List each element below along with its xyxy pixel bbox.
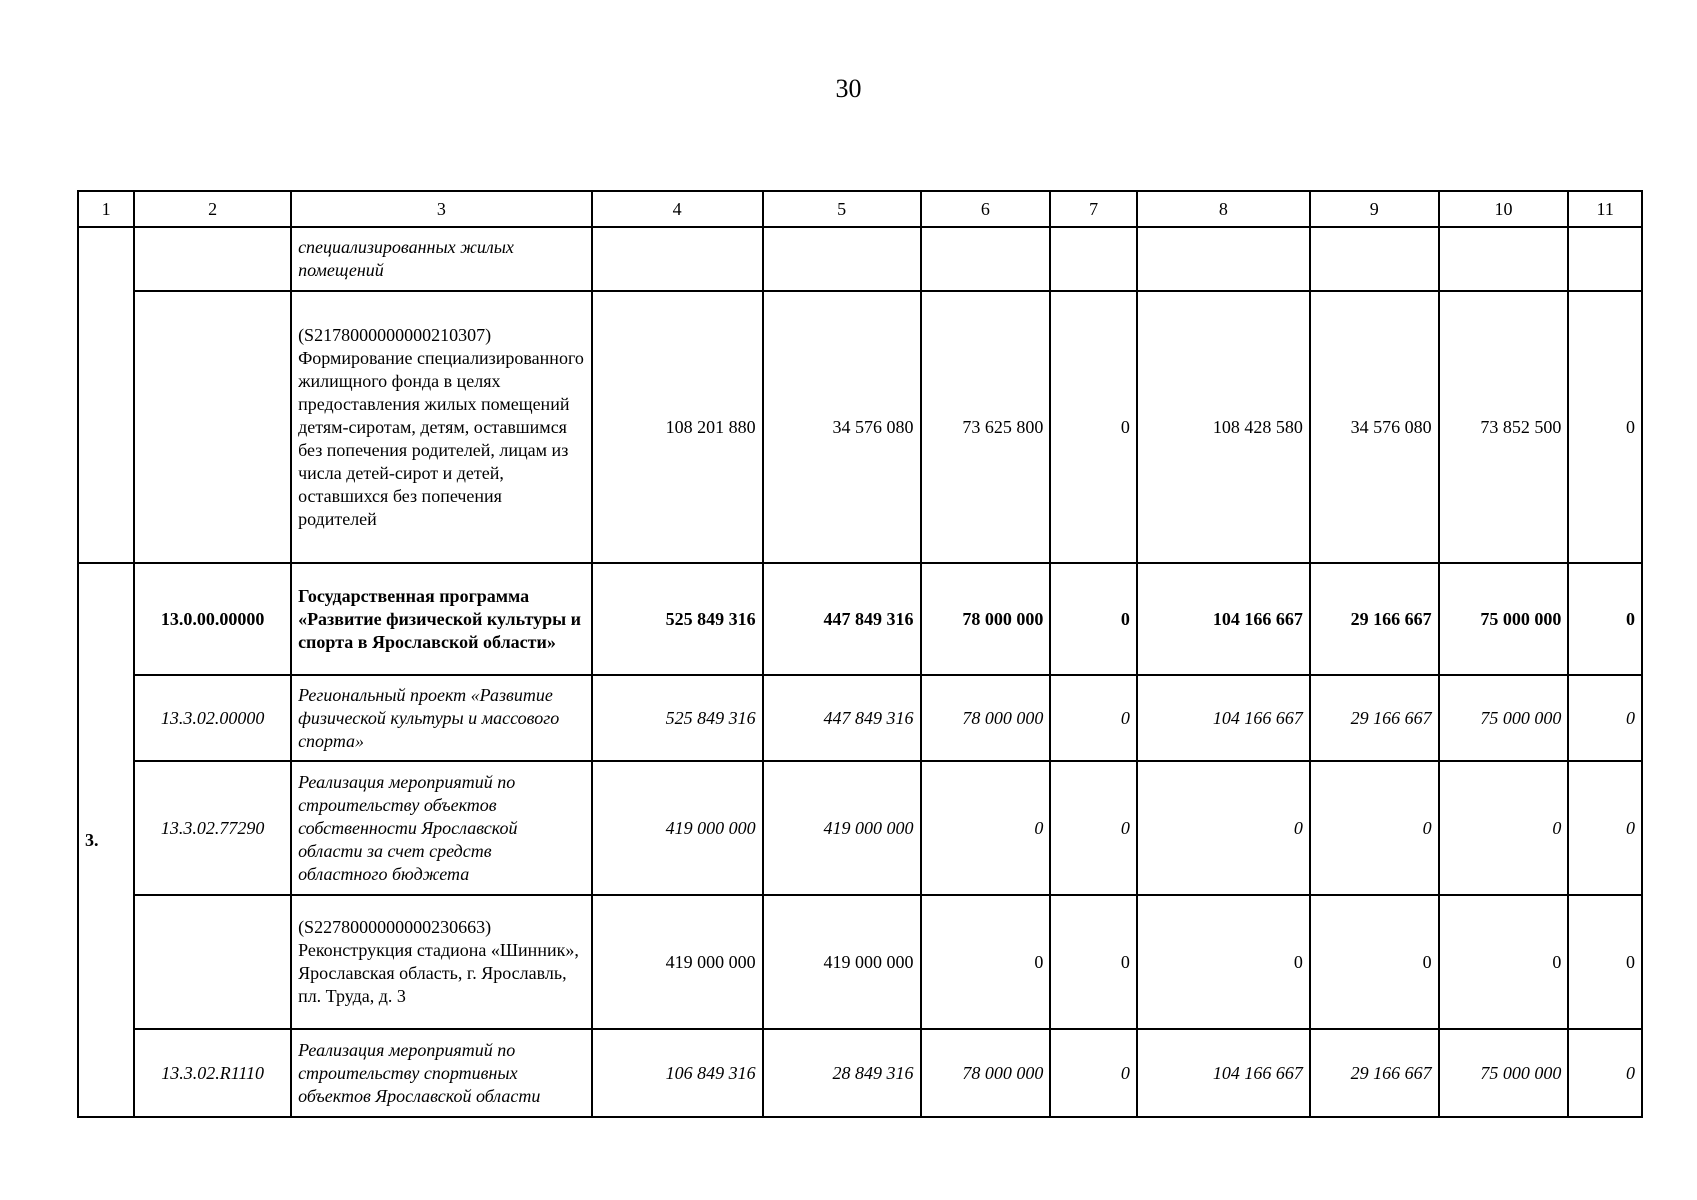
column-number-header: 3 <box>291 191 592 227</box>
value-cell: 0 <box>1137 761 1310 895</box>
code-cell: 13.3.02.77290 <box>134 761 291 895</box>
value-cell <box>592 227 763 291</box>
code-cell: 13.3.02.R1110 <box>134 1029 291 1117</box>
description-cell: (S2278000000000230663) Реконструкция стадиона «Шинник», Ярославская область, г. Ярославль, пл. Труда, д. 3 <box>291 895 592 1029</box>
value-cell: 106 849 316 <box>592 1029 763 1117</box>
value-cell: 0 <box>1310 761 1439 895</box>
value-cell: 0 <box>1568 761 1642 895</box>
budget-table <box>77 190 1643 1118</box>
value-cell <box>921 227 1051 291</box>
value-cell: 525 849 316 <box>592 563 763 675</box>
value-cell <box>1310 227 1439 291</box>
value-cell: 108 201 880 <box>592 291 763 563</box>
value-cell: 104 166 667 <box>1137 1029 1310 1117</box>
value-cell: 0 <box>1568 563 1642 675</box>
code-cell <box>134 227 291 291</box>
value-cell: 0 <box>1568 291 1642 563</box>
value-cell: 419 000 000 <box>763 761 921 895</box>
value-cell: 0 <box>1439 895 1569 1029</box>
value-cell: 0 <box>1050 563 1137 675</box>
table-row <box>78 1029 1642 1117</box>
row-index-cell: 3. <box>78 563 134 1117</box>
value-cell: 525 849 316 <box>592 675 763 761</box>
table-row <box>78 675 1642 761</box>
value-cell: 0 <box>1050 675 1137 761</box>
value-cell: 78 000 000 <box>921 675 1051 761</box>
column-number-header: 5 <box>763 191 921 227</box>
column-number-header: 8 <box>1137 191 1310 227</box>
value-cell: 75 000 000 <box>1439 1029 1569 1117</box>
column-number-header: 10 <box>1439 191 1569 227</box>
value-cell: 78 000 000 <box>921 563 1051 675</box>
value-cell: 108 428 580 <box>1137 291 1310 563</box>
value-cell: 0 <box>921 895 1051 1029</box>
row-index-cell <box>78 227 134 563</box>
description-cell: Региональный проект «Развитие физической культуры и массового спорта» <box>291 675 592 761</box>
header-row <box>78 191 1642 227</box>
description-cell: Государственная программа «Развитие физической культуры и спорта в Ярославской области» <box>291 563 592 675</box>
value-cell: 29 166 667 <box>1310 563 1439 675</box>
value-cell: 29 166 667 <box>1310 1029 1439 1117</box>
value-cell <box>763 227 921 291</box>
value-cell: 104 166 667 <box>1137 675 1310 761</box>
column-number-header: 1 <box>78 191 134 227</box>
value-cell: 34 576 080 <box>1310 291 1439 563</box>
value-cell: 34 576 080 <box>763 291 921 563</box>
code-cell <box>134 895 291 1029</box>
value-cell <box>1137 227 1310 291</box>
value-cell: 447 849 316 <box>763 675 921 761</box>
column-number-header: 7 <box>1050 191 1137 227</box>
table-row <box>78 761 1642 895</box>
value-cell: 0 <box>1439 761 1569 895</box>
value-cell: 0 <box>1568 675 1642 761</box>
value-cell: 0 <box>1050 1029 1137 1117</box>
value-cell: 75 000 000 <box>1439 563 1569 675</box>
value-cell: 0 <box>1137 895 1310 1029</box>
value-cell: 0 <box>1050 291 1137 563</box>
value-cell: 104 166 667 <box>1137 563 1310 675</box>
value-cell: 0 <box>1050 895 1137 1029</box>
value-cell: 0 <box>1568 895 1642 1029</box>
page-number: 30 <box>835 74 862 103</box>
value-cell: 0 <box>1310 895 1439 1029</box>
table-row <box>78 895 1642 1029</box>
column-number-header: 4 <box>592 191 763 227</box>
value-cell: 73 852 500 <box>1439 291 1569 563</box>
code-cell: 13.3.02.00000 <box>134 675 291 761</box>
value-cell: 419 000 000 <box>592 895 763 1029</box>
description-cell: Реализация мероприятий по строительству объектов собственности Ярославской области за счет средств областного бюджета <box>291 761 592 895</box>
description-cell: Реализация мероприятий по строительству спортивных объектов Ярославской области <box>291 1029 592 1117</box>
value-cell: 75 000 000 <box>1439 675 1569 761</box>
value-cell: 419 000 000 <box>592 761 763 895</box>
description-cell: (S2178000000000210307) Формирование специализированного жилищного фонда в целях предоставления жилых помещений детям-сиротам, детям, оставшимся без попечения родителей, лицам из числа детей-сирот и детей, оставшихся без попечения родителей <box>291 291 592 563</box>
value-cell: 0 <box>1568 1029 1642 1117</box>
column-number-header: 6 <box>921 191 1051 227</box>
column-number-header: 11 <box>1568 191 1642 227</box>
value-cell <box>1568 227 1642 291</box>
code-cell <box>134 291 291 563</box>
description-cell: специализированных жилых помещений <box>291 227 592 291</box>
table-row <box>78 227 1642 291</box>
table-row <box>78 563 1642 675</box>
table-row <box>78 291 1642 563</box>
value-cell: 28 849 316 <box>763 1029 921 1117</box>
value-cell <box>1050 227 1137 291</box>
value-cell: 73 625 800 <box>921 291 1051 563</box>
value-cell: 447 849 316 <box>763 563 921 675</box>
value-cell <box>1439 227 1569 291</box>
value-cell: 419 000 000 <box>763 895 921 1029</box>
value-cell: 78 000 000 <box>921 1029 1051 1117</box>
value-cell: 29 166 667 <box>1310 675 1439 761</box>
code-cell: 13.0.00.00000 <box>134 563 291 675</box>
column-number-header: 9 <box>1310 191 1439 227</box>
value-cell: 0 <box>921 761 1051 895</box>
value-cell: 0 <box>1050 761 1137 895</box>
column-number-header: 2 <box>134 191 291 227</box>
